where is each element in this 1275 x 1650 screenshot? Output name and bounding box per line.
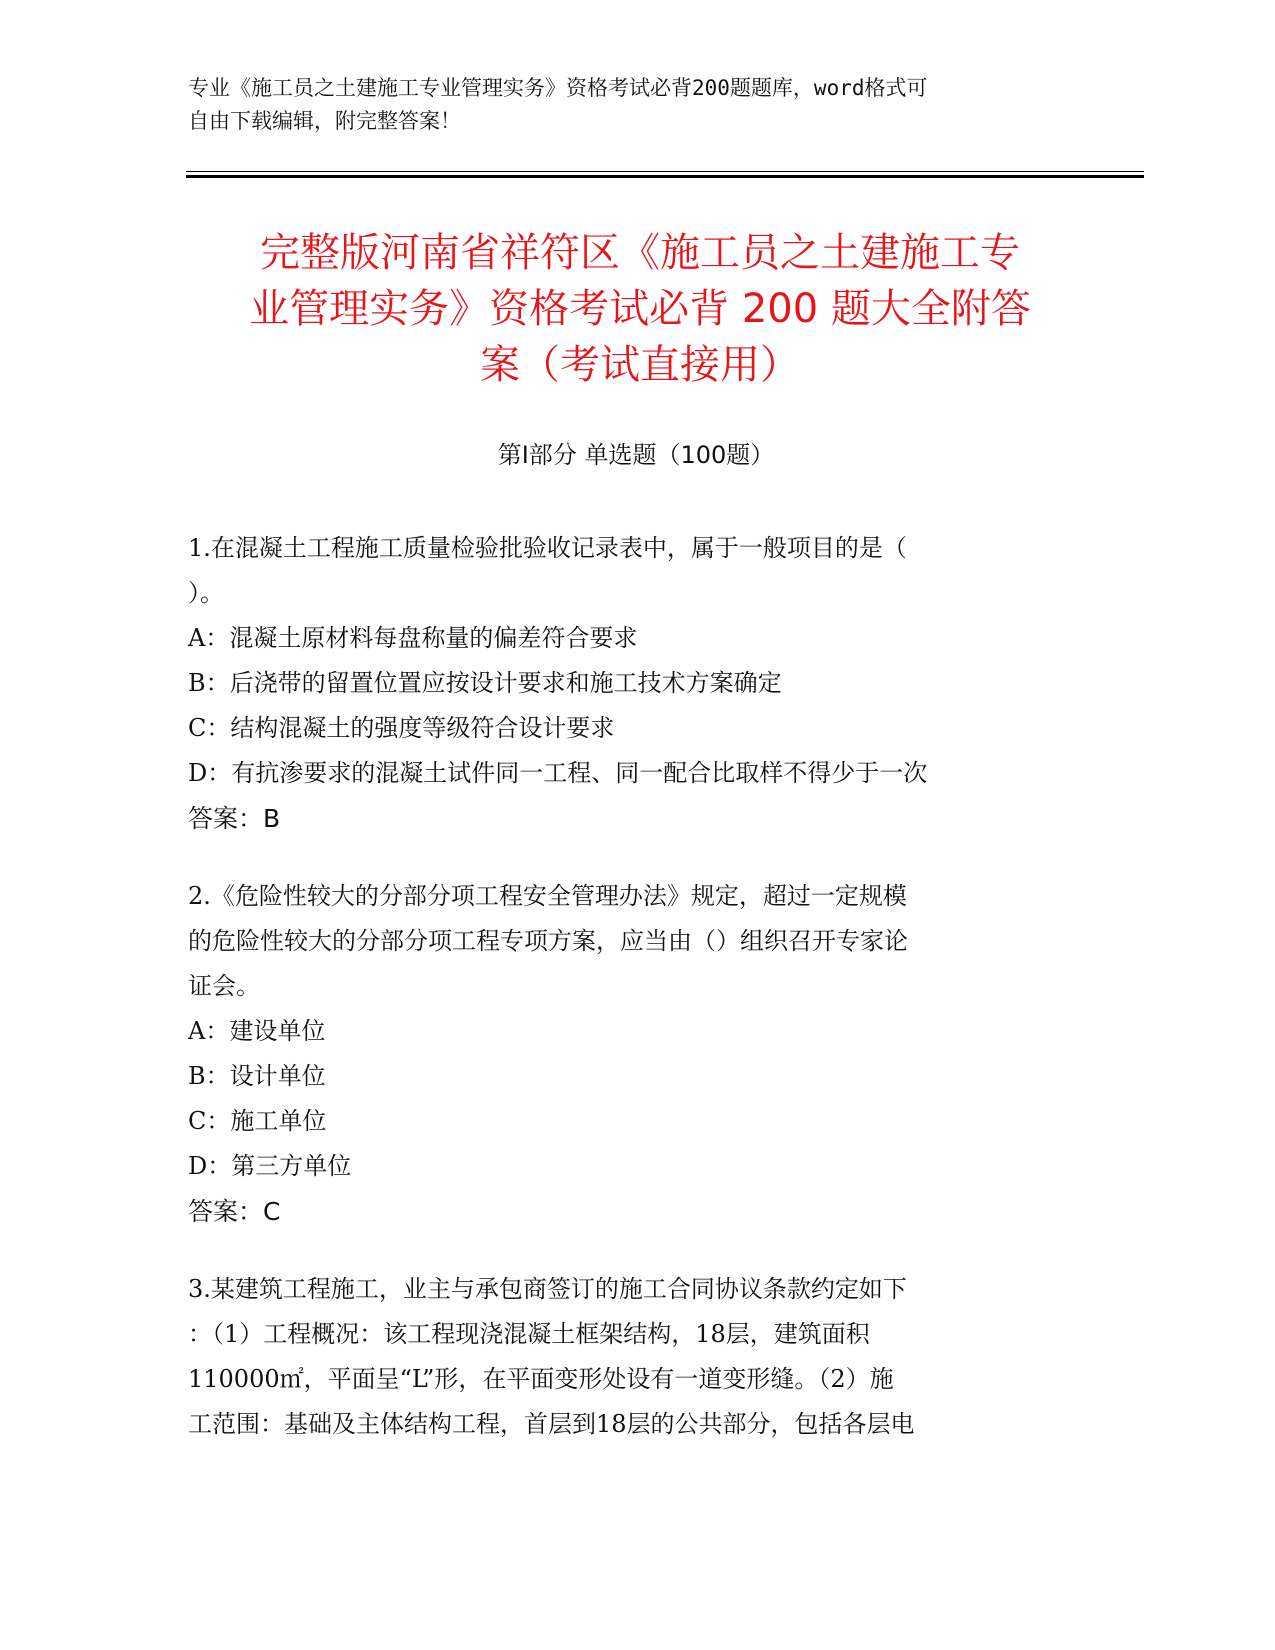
- question-text-line: 证会。: [188, 972, 260, 1000]
- option-b: B：设计单位: [188, 1062, 326, 1090]
- question-item: [188, 526, 1078, 841]
- option-b: B：后浇带的留置位置应按设计要求和施工技术方案确定: [188, 669, 782, 697]
- question-text-line: 工范围：基础及主体结构工程，首层到18层的公共部分，包括各层电: [188, 1410, 915, 1438]
- option-d: D：第三方单位: [188, 1152, 352, 1180]
- question-text-line: 3.某建筑工程施工，业主与承包商签订的施工合同协议条款约定如下: [188, 1275, 907, 1303]
- question-text-line: ：（1）工程概况：该工程现浇混凝土框架结构，18层，建筑面积: [188, 1320, 870, 1348]
- question-text-line: 110000㎡，平面呈“L”形，在平面变形处设有一道变形缝。（2）施: [188, 1365, 894, 1393]
- answer-text: 答案：C: [188, 1197, 281, 1226]
- header-note-line: 自由下载编辑，附完整答案！: [188, 109, 461, 133]
- header-divider-thin: [186, 171, 1144, 172]
- question-text-line: 的危险性较大的分部分项工程专项方案，应当由（）组织召开专家论: [188, 927, 908, 955]
- question-item: [188, 874, 1078, 1234]
- answer-text: 答案：B: [188, 804, 281, 833]
- question-text-line: 2.《危险性较大的分部分项工程安全管理办法》规定，超过一定规模: [188, 882, 907, 910]
- option-c: C：施工单位: [188, 1107, 327, 1135]
- title-line: 案（考试直接用）: [480, 342, 800, 388]
- title-line: 业管理实务》资格考试必背 200 题大全附答: [249, 286, 1031, 332]
- header-note-line: 专业《施工员之土建施工专业管理实务》资格考试必背200题题库，word格式可: [188, 76, 928, 100]
- option-a: A：建设单位: [188, 1017, 326, 1045]
- section-title: 第Ⅰ部分 单选题（100题）: [497, 441, 775, 469]
- question-item: [188, 1267, 1078, 1447]
- question-text-line: 1.在混凝土工程施工质量检验批验收记录表中，属于一般项目的是（: [188, 534, 907, 562]
- question-list: [188, 526, 1078, 1480]
- option-d: D：有抗渗要求的混凝土试件同一工程、同一配合比取样不得少于一次: [188, 759, 928, 787]
- option-c: C：结构混凝土的强度等级符合设计要求: [188, 714, 615, 742]
- question-text-line: ）。: [188, 579, 224, 607]
- option-a: A：混凝土原材料每盘称量的偏差符合要求: [188, 624, 638, 652]
- header-note: [188, 72, 1068, 138]
- page-title: [190, 225, 1090, 393]
- title-line: 完整版河南省祥符区《施工员之土建施工专: [260, 230, 1020, 276]
- header-divider-thick: [186, 175, 1144, 178]
